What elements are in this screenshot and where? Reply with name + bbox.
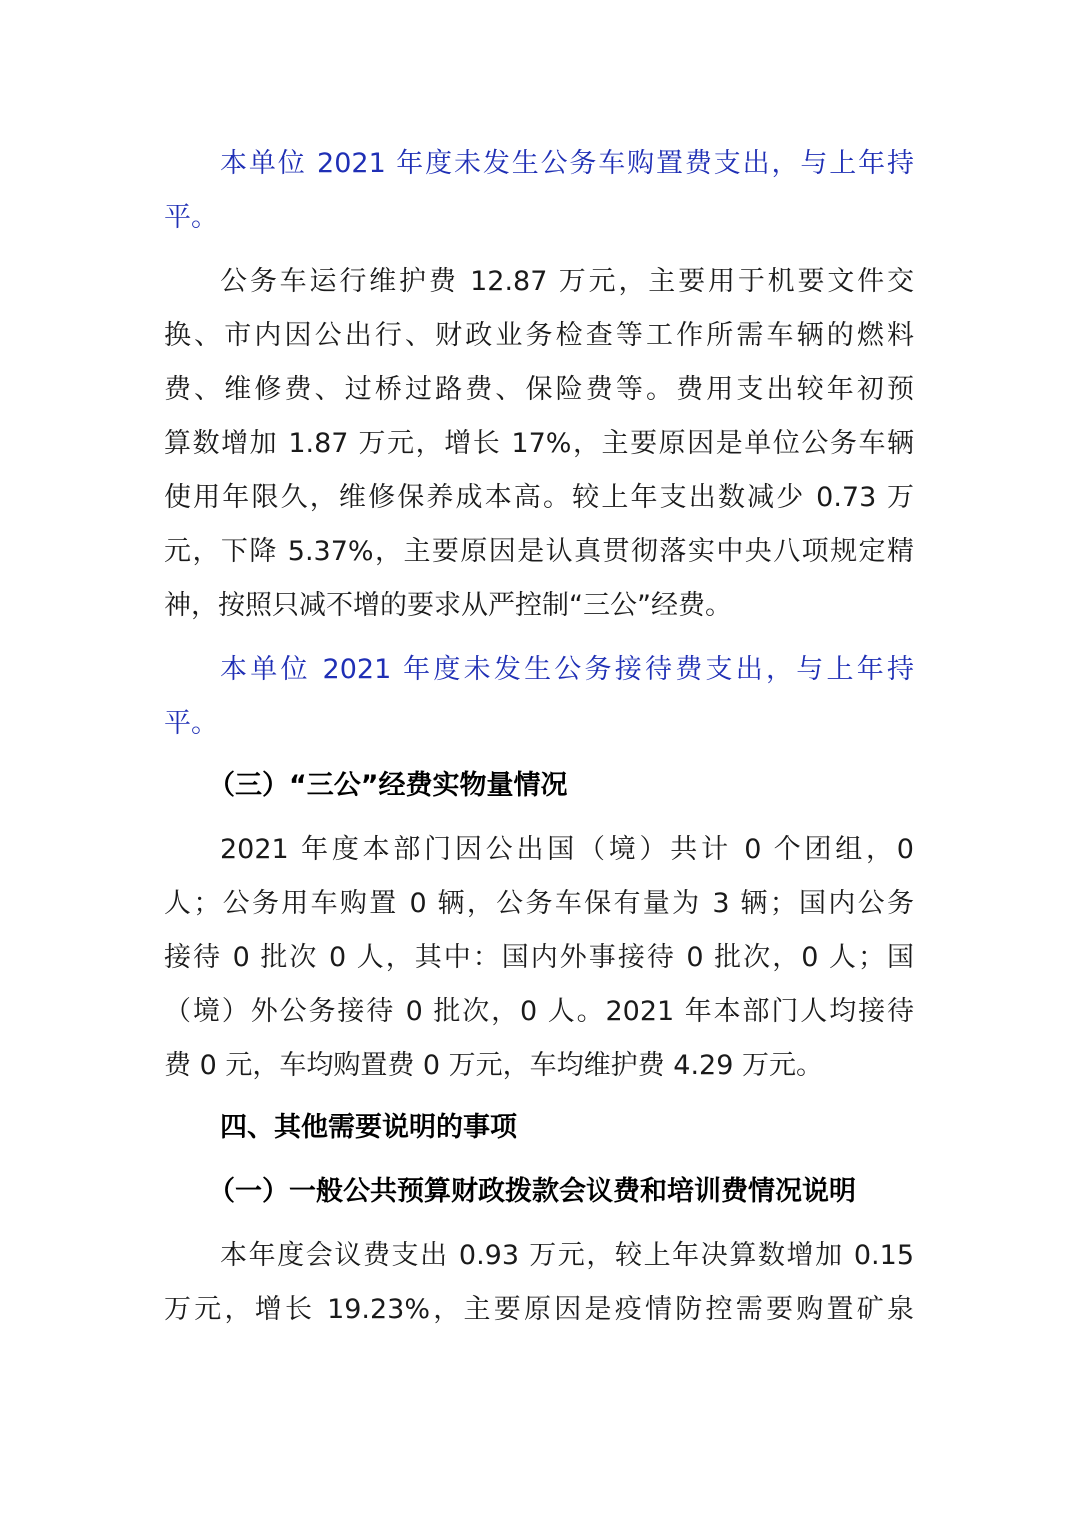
para4-line2: 人；公务用车购置 0 辆，公务车保有量为 3 辆；国内公务 [164, 888, 914, 919]
para1-line2: 平。 [164, 202, 218, 233]
para2-line6: 元，下降 5.37%，主要原因是认真贯彻落实中央八项规定精 [164, 536, 914, 567]
para2-line7: 神，按照只减不增的要求从严控制“三公”经费。 [164, 590, 732, 621]
para3-line2: 平。 [164, 708, 218, 739]
subsection-heading-1: （一）一般公共预算财政拨款会议费和培训费情况说明 [208, 1176, 856, 1207]
para2-line4: 算数增加 1.87 万元，增长 17%，主要原因是单位公务车辆 [164, 428, 914, 459]
para4-line5: 费 0 元，车均购置费 0 万元，车均维护费 4.29 万元。 [164, 1050, 823, 1081]
section-heading-3: （三）“三公”经费实物量情况 [208, 770, 568, 801]
para4-line3: 接待 0 批次 0 人，其中：国内外事接待 0 批次，0 人；国 [164, 942, 914, 973]
para5-line2: 万元，增长 19.23%，主要原因是疫情防控需要购置矿泉 [164, 1294, 914, 1325]
para2-line3: 费、维修费、过桥过路费、保险费等。费用支出较年初预 [164, 374, 914, 405]
para2-line5: 使用年限久，维修保养成本高。较上年支出数减少 0.73 万 [164, 482, 914, 513]
section-heading-4: 四、其他需要说明的事项 [220, 1112, 517, 1143]
para1-line1: 本单位 2021 年度未发生公务车购置费支出，与上年持 [220, 148, 914, 179]
para2-line1: 公务车运行维护费 12.87 万元，主要用于机要文件交 [220, 266, 914, 297]
para4-line1: 2021 年度本部门因公出国（境）共计 0 个团组，0 [220, 834, 914, 865]
para4-line4: （境）外公务接待 0 批次，0 人。2021 年本部门人均接待 [164, 996, 914, 1027]
para3-line1: 本单位 2021 年度未发生公务接待费支出，与上年持 [220, 654, 914, 685]
para2-line2: 换、市内因公出行、财政业务检查等工作所需车辆的燃料 [164, 320, 914, 351]
para5-line1: 本年度会议费支出 0.93 万元，较上年决算数增加 0.15 [220, 1240, 914, 1271]
